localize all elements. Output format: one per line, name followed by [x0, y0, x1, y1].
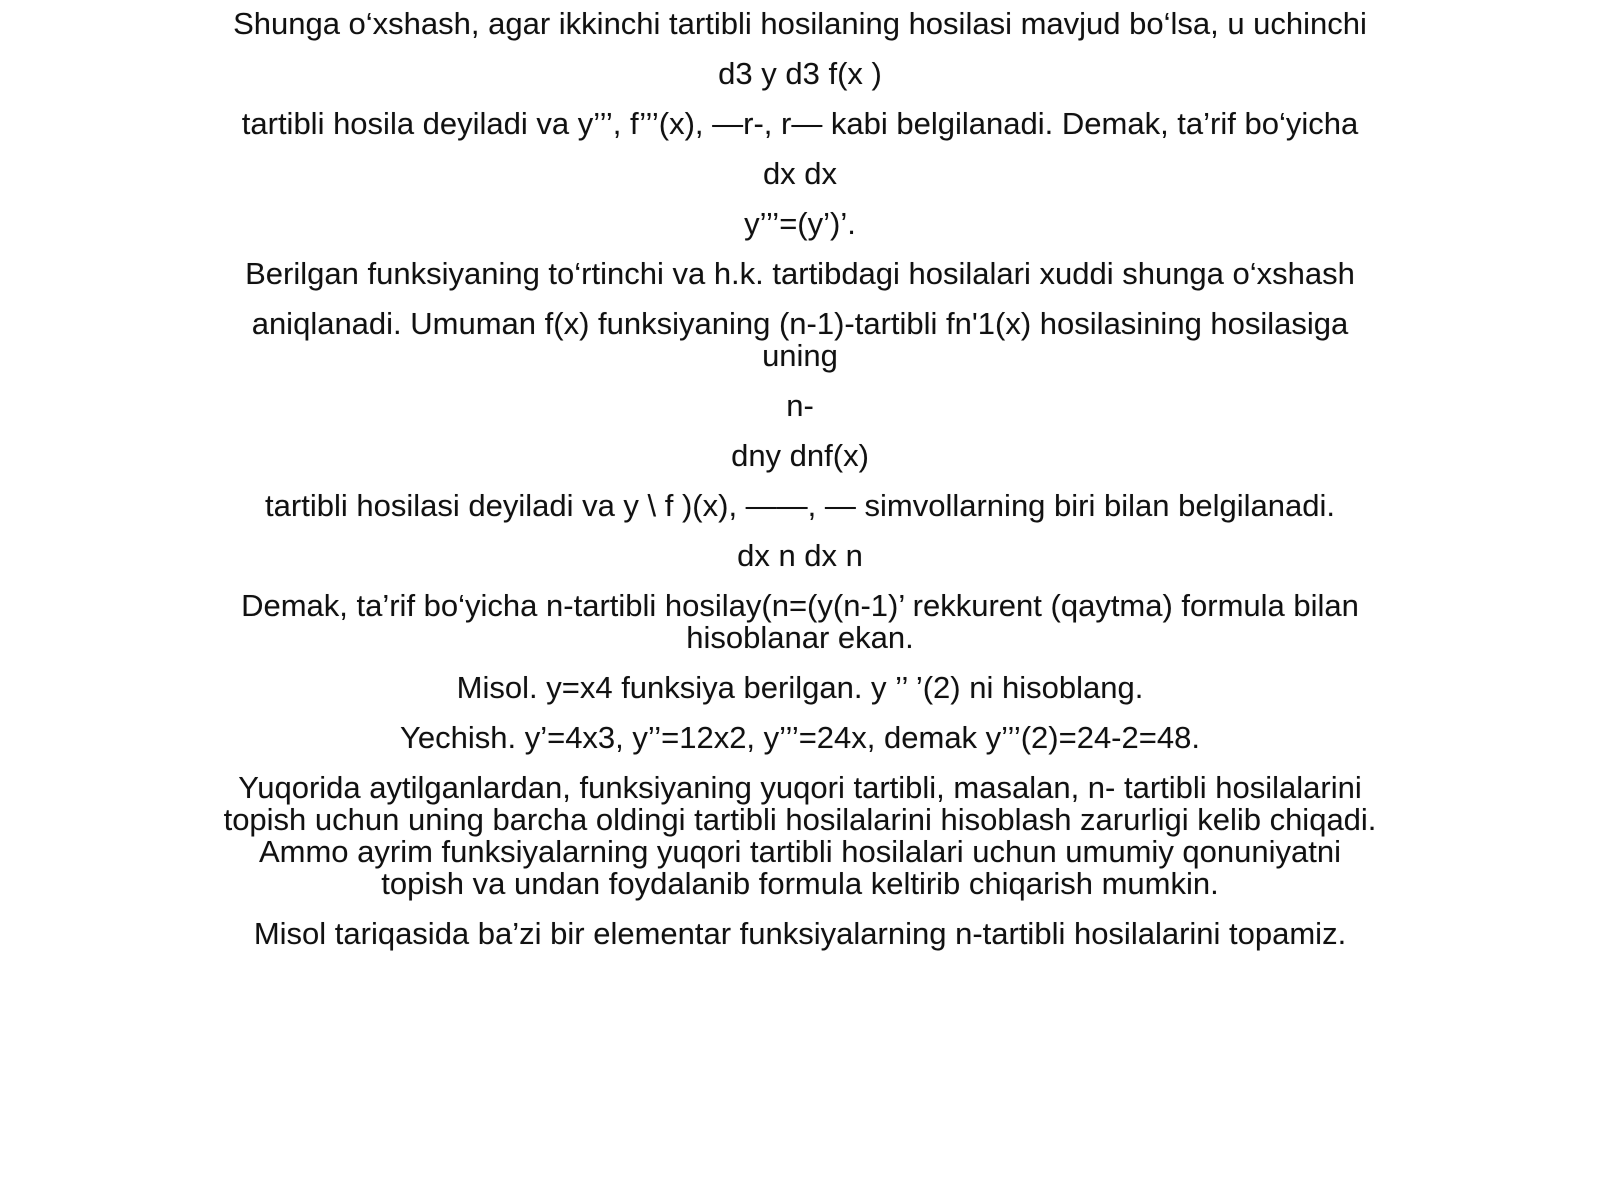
formula-third-derivative-numerator: d3 y d3 f(x )	[718, 56, 882, 91]
formula-nth-derivative-denominator: dx n dx n	[737, 538, 863, 573]
paragraph-general-rule: Yuqorida aytilganlardan, funksiyaning yuqori tartibli, masalan, n- tartibli hosilalarini topish uchun uning barcha oldingi tartibli hosilalarini hisoblash zarurligi kelib chiqadi. Ammo ayrim funksiyalarning yuqori tartibli hosilalari uchun umumiy qonuniyatni topish va undan foydalanib formula keltirib chiqarish mumkin.	[223, 770, 1377, 901]
paragraph-recurrent-formula: Demak, ta’rif bo‘yicha n-tartibli hosilay(n=(y(n-1)’ rekkurent (qaytma) formula bilan hisoblanar ekan.	[241, 588, 1359, 655]
formula-nth-derivative-numerator: dny dnf(x)	[731, 438, 869, 473]
paragraph-example: Misol. y=x4 funksiya berilgan. y ’’ ’(2) ni hisoblang.	[456, 670, 1144, 705]
paragraph-third-derivative-notation: tartibli hosila deyiladi va y’’’, f’’’(x), —r-, r— kabi belgilanadi. Demak, ta’rif bo‘yicha	[241, 106, 1359, 141]
formula-n-label: n-	[786, 388, 814, 423]
formula-third-derivative-definition: y’’’=(y’)’.	[744, 206, 856, 241]
paragraph-third-derivative-intro: Shunga o‘xshash, agar ikkinchi tartibli hosilaning hosilasi mavjud bo‘lsa, u uchinchi	[233, 6, 1367, 41]
formula-third-derivative-denominator: dx dx	[762, 156, 838, 191]
paragraph-higher-derivatives: Berilgan funksiyaning to‘rtinchi va h.k. tartibdagi hosilalari xuddi shunga o‘xshash	[245, 256, 1355, 291]
paragraph-nth-derivative-notation: tartibli hosilasi deyiladi va y \ f )(x), ——, — simvollarning biri bilan belgilanadi.	[265, 488, 1335, 523]
paragraph-examples-intro: Misol tariqasida ba’zi bir elementar funksiyalarning n-tartibli hosilalarini topamiz.	[253, 916, 1347, 951]
paragraph-solution: Yechish. y’=4x3, y’’=12x2, y’’’=24x, demak y’’’(2)=24-2=48.	[400, 720, 1200, 755]
document-page	[220, 8, 1380, 968]
paragraph-nth-derivative-intro: aniqlanadi. Umuman f(x) funksiyaning (n-1)-tartibli fn'1(x) hosilasining hosilasiga uning	[251, 306, 1349, 373]
